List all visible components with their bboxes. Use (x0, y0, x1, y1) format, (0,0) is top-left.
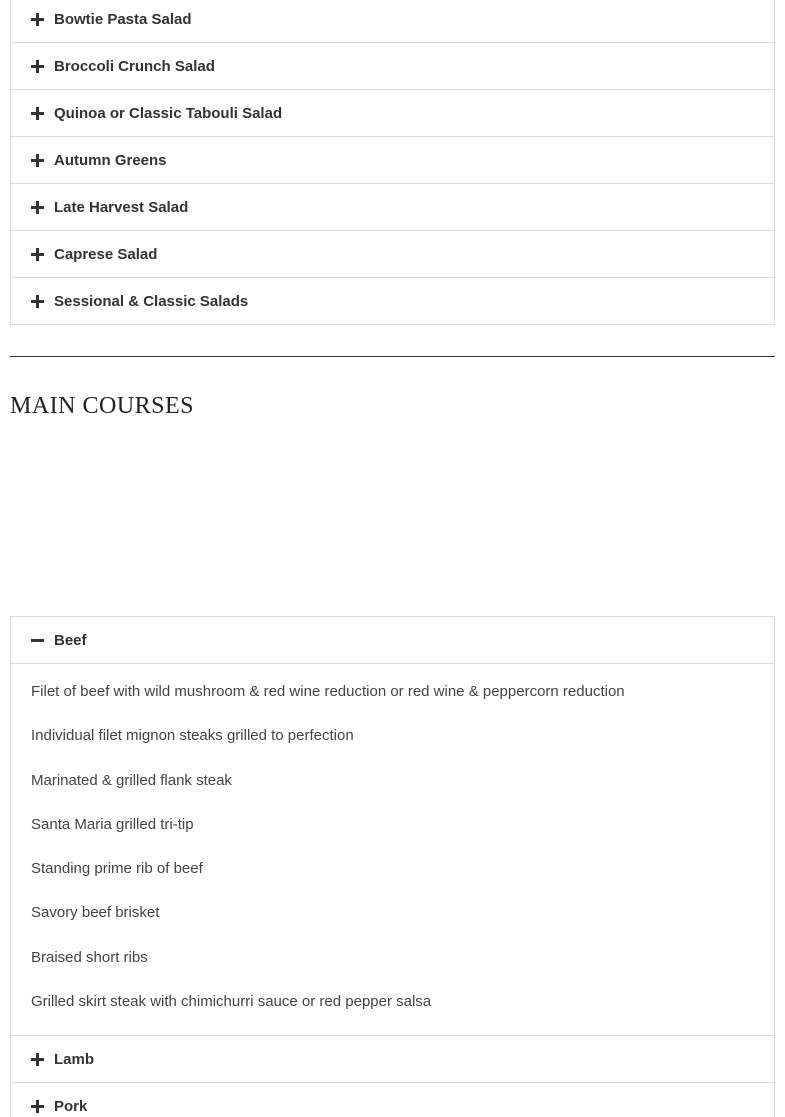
accordion-toggle[interactable] (11, 90, 774, 136)
accordion-item-sessional-classic-salads (11, 277, 774, 324)
dish-item: Savory beef brisket (31, 904, 160, 922)
accordion-toggle[interactable] (11, 43, 774, 89)
minus-icon (31, 634, 44, 647)
accordion-item-quinoa-tabouli-salad (11, 89, 774, 136)
accordion-item-lamb (11, 1035, 774, 1082)
accordion-item-bowtie-pasta-salad (11, 0, 774, 42)
accordion-item-pork (11, 1082, 774, 1117)
accordion-title: Broccoli Crunch Salad (54, 57, 215, 75)
accordion-title: Pork (54, 1097, 88, 1115)
accordion-title: Late Harvest Salad (54, 198, 189, 216)
accordion-toggle[interactable] (11, 278, 774, 324)
accordion-toggle[interactable] (11, 231, 774, 277)
dish-item: Standing prime rib of beef (31, 860, 203, 878)
dish-item: Marinated & grilled flank steak (31, 771, 232, 789)
accordion-toggle[interactable] (11, 184, 774, 230)
accordion-item-beef (11, 616, 774, 1035)
accordion-toggle[interactable] (11, 1083, 774, 1117)
dish-item: Braised short ribs (31, 948, 148, 966)
accordion-toggle[interactable] (11, 1036, 774, 1082)
accordion-title: Bowtie Pasta Salad (54, 10, 192, 28)
accordion-toggle[interactable] (11, 617, 774, 663)
dish-item: Grilled skirt steak with chimichurri sauce or red pepper salsa (31, 993, 432, 1011)
salads-accordion (10, 0, 775, 325)
plus-icon (31, 1053, 44, 1066)
accordion-item-autumn-greens (11, 136, 774, 183)
main-courses-accordion (10, 616, 775, 1117)
plus-icon (31, 1100, 44, 1113)
accordion-panel-beef (11, 663, 774, 1035)
accordion-title: Quinoa or Classic Tabouli Salad (54, 104, 283, 122)
plus-icon (31, 60, 44, 73)
accordion-title: Autumn Greens (54, 151, 167, 169)
accordion-title: Beef (54, 631, 87, 649)
accordion-title: Caprese Salad (54, 245, 158, 263)
accordion-item-caprese-salad (11, 230, 774, 277)
accordion-toggle[interactable] (11, 137, 774, 183)
accordion-title: Lamb (54, 1050, 95, 1068)
accordion-item-broccoli-crunch-salad (11, 42, 774, 89)
section-divider (10, 356, 775, 357)
plus-icon (31, 201, 44, 214)
section-heading: MAIN COURSES (10, 393, 195, 419)
accordion-toggle[interactable] (11, 0, 774, 42)
dish-item: Filet of beef with wild mushroom & red wine reduction or red wine & peppercorn reduction (31, 683, 625, 700)
dish-item: Santa Maria grilled tri-tip (31, 815, 194, 833)
accordion-title: Sessional & Classic Salads (54, 292, 249, 310)
accordion-item-late-harvest-salad (11, 183, 774, 230)
plus-icon (31, 248, 44, 261)
plus-icon (31, 13, 44, 26)
plus-icon (31, 295, 44, 308)
plus-icon (31, 107, 44, 120)
dish-item: Individual filet mignon steaks grilled to perfection (31, 727, 354, 745)
plus-icon (31, 154, 44, 167)
